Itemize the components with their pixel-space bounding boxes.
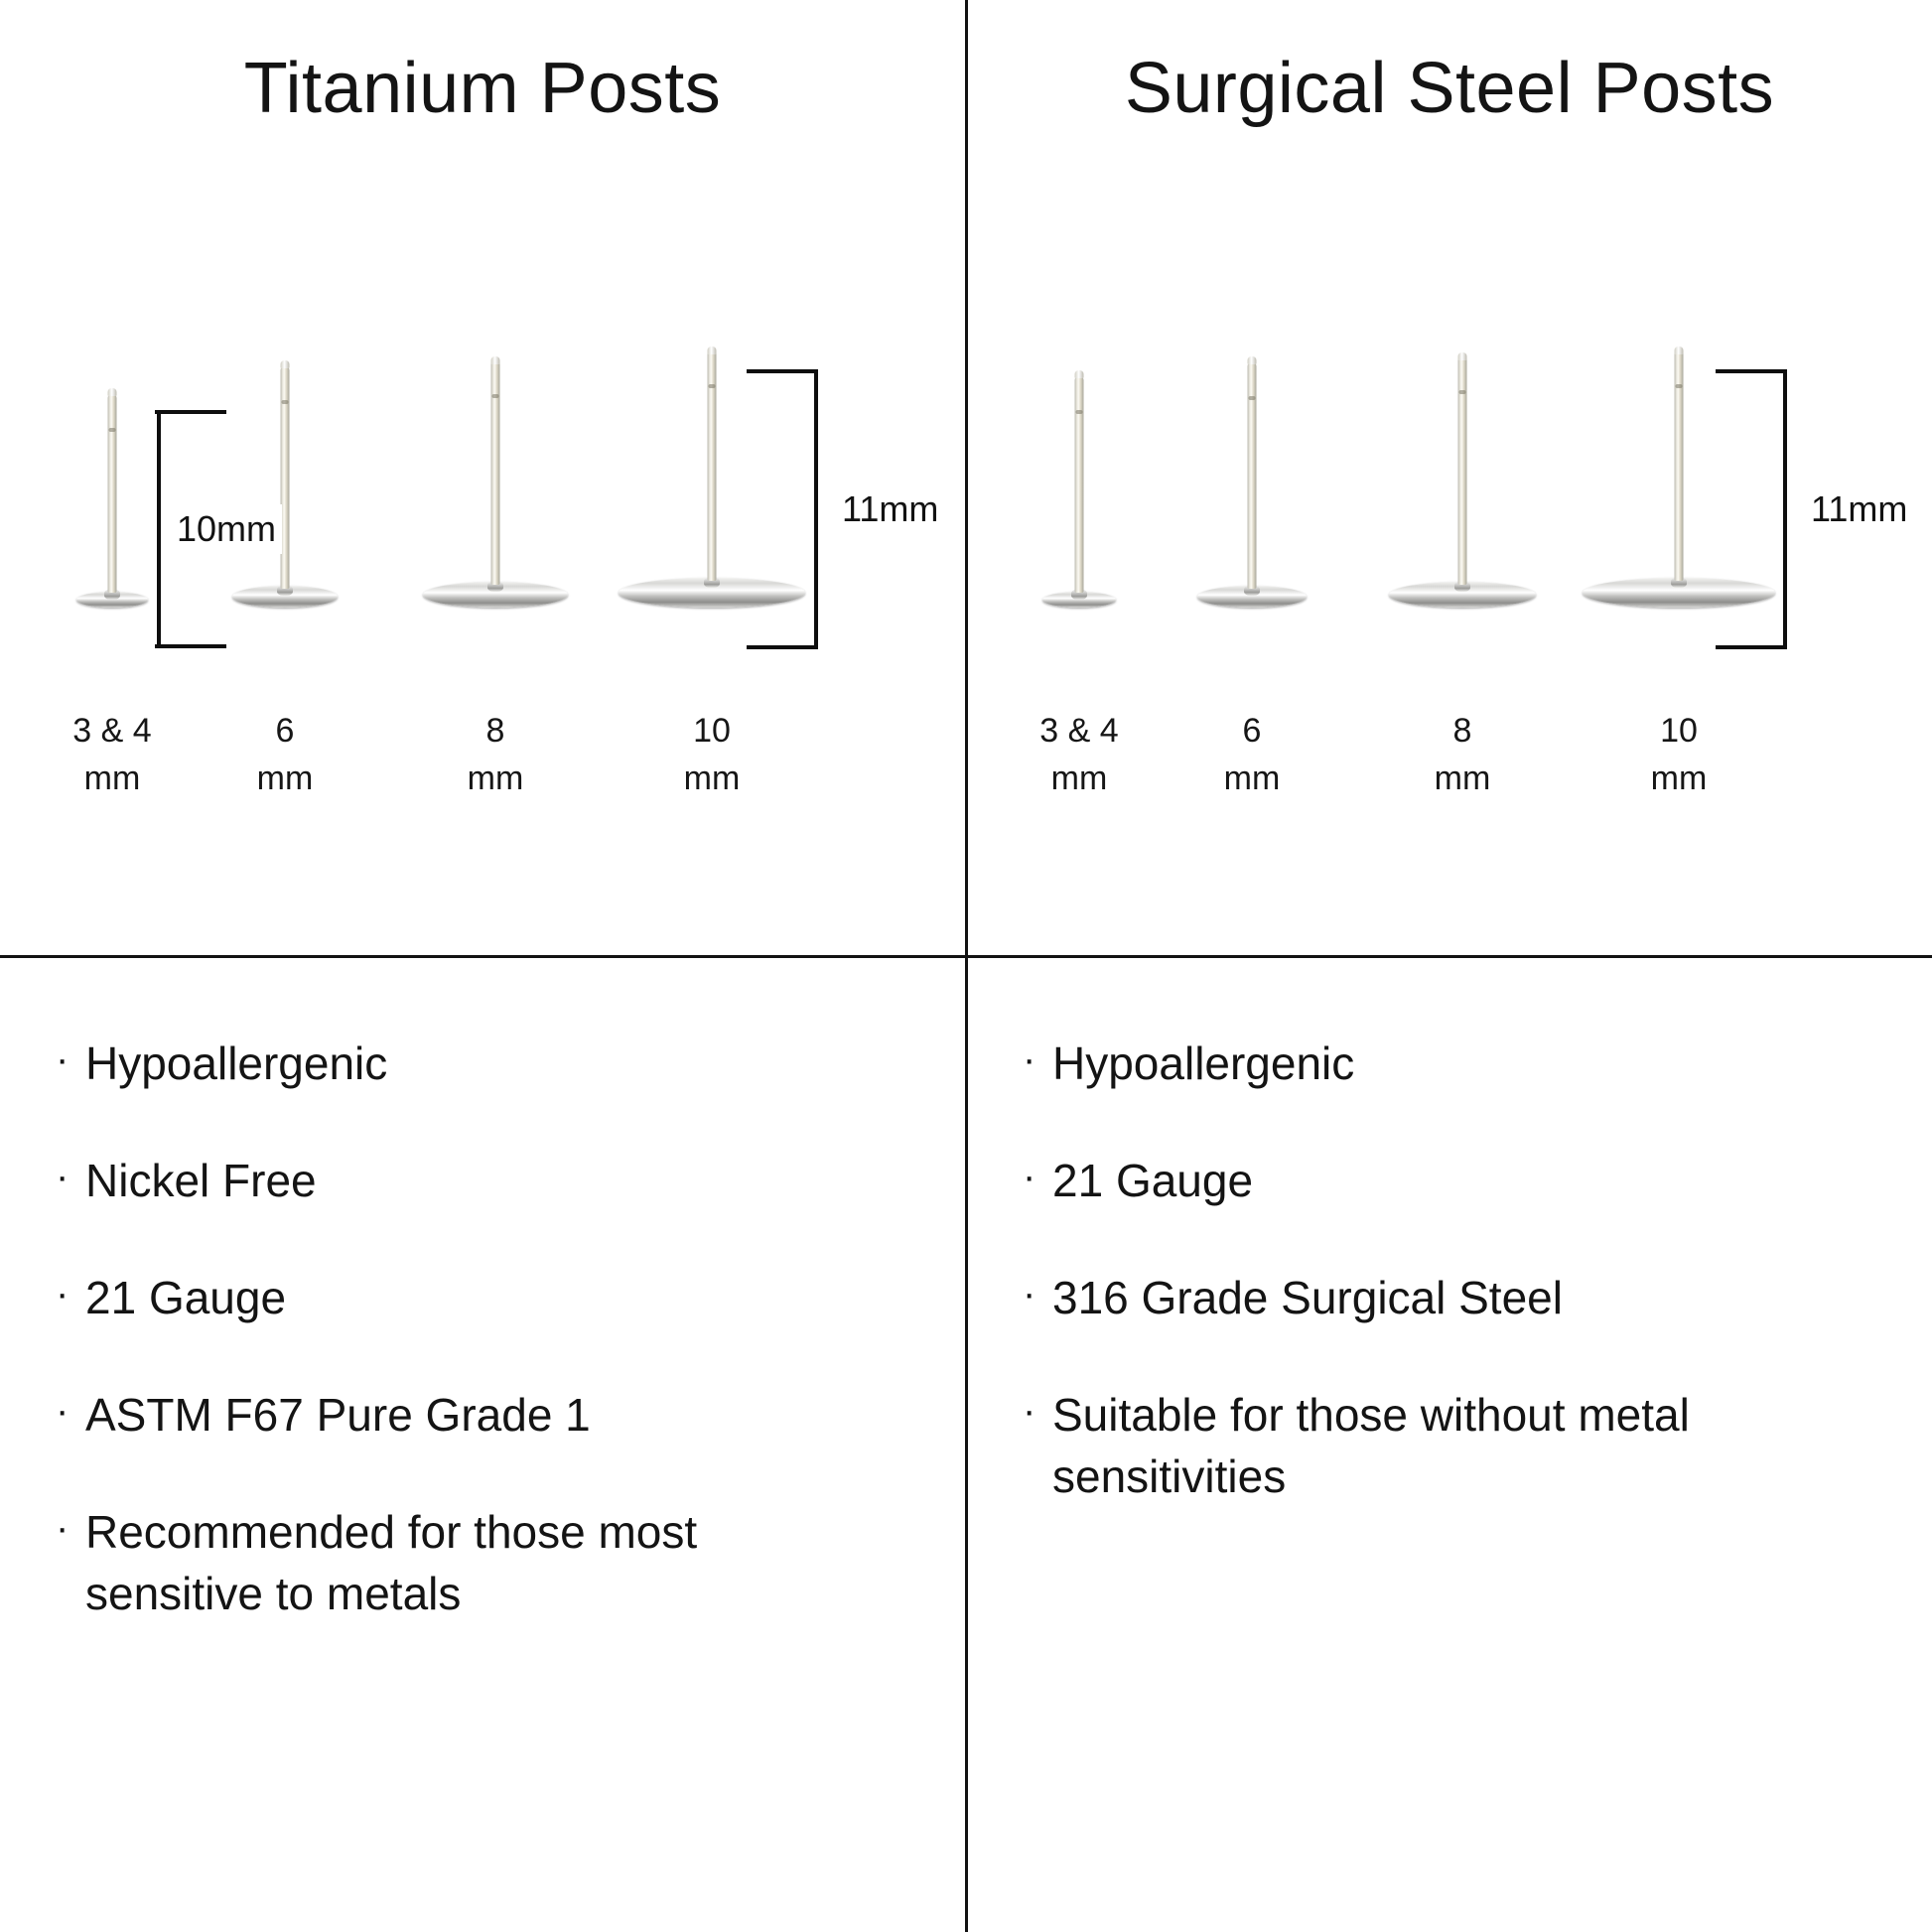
post-pin [1248,362,1257,589]
titanium-feature-list [56,1033,929,1681]
titanium-column [0,0,965,955]
bracket-tick-bottom [1716,645,1787,649]
bullet-dot-icon: · [1023,1389,1036,1434]
list-item [1023,1033,1896,1094]
bullet-dot-icon: · [56,1506,69,1551]
bracket-tick-top [1716,369,1787,373]
bullet-dot-icon: · [56,1272,69,1316]
steel-size-labels [967,707,1932,826]
size-label-10mm: 10 mm [1650,712,1708,797]
horizontal-divider [0,955,1932,958]
list-item [1023,1150,1896,1211]
post-pin-tip [1248,356,1257,364]
titanium-post-8mm [401,328,590,625]
measure-label-11mm: 11mm [836,484,944,534]
list-item-label: 21 Gauge [1052,1155,1254,1207]
bullet-dot-icon: · [56,1037,69,1081]
list-item-label: Suitable for those without metal sensitivities [1052,1389,1690,1503]
list-item-label: Hypoallergenic [1052,1037,1355,1089]
titanium-post-6mm [191,328,379,625]
steel-post-8mm [1368,328,1557,625]
list-item [56,1033,929,1094]
post-pin [708,350,717,581]
post-pin [1675,350,1684,581]
list-item-label: ASTM F67 Pure Grade 1 [85,1389,591,1442]
bracket-tick-bottom [747,645,818,649]
list-item [1023,1267,1896,1328]
bullet-dot-icon: · [56,1155,69,1199]
list-item-label: Recommended for those most sensitive to metals [85,1506,698,1620]
size-label-8mm: 8 mm [467,712,524,797]
bullet-dot-icon: · [1023,1037,1036,1081]
bullet-dot-icon: · [1023,1155,1036,1199]
post-pin [281,366,290,589]
list-item [56,1384,929,1446]
steel-post-6mm [1158,328,1346,625]
titanium-column-title: Titanium Posts [243,49,722,128]
size-label-10mm: 10 mm [683,712,741,797]
list-item [56,1501,929,1624]
post-pin [108,394,117,593]
list-item-label: 21 Gauge [85,1272,287,1324]
list-item-label: Hypoallergenic [85,1037,388,1089]
measure-label-11mm: 11mm [1805,484,1913,534]
list-item [1023,1384,1896,1507]
post-pin-tip [491,356,500,364]
post-pin [491,360,500,585]
post-pin-tip [281,360,290,368]
titanium-post-3-4mm [18,328,207,625]
post-pin-tip [708,346,717,354]
post-pin-tip [1075,370,1084,378]
post-pin [1458,356,1467,585]
list-item-label: Nickel Free [85,1155,317,1207]
list-item [56,1267,929,1328]
surgical-steel-posts-row [967,328,1932,625]
measure-label-10mm: 10mm [171,504,282,554]
post-pin-tip [108,388,117,396]
bracket-tick-top [155,410,226,414]
list-item-label: 316 Grade Surgical Steel [1052,1272,1563,1324]
size-label-3-4mm: 3 & 4 mm [72,712,152,797]
list-item [56,1150,929,1211]
size-label-3-4mm: 3 & 4 mm [1039,712,1119,797]
steel-post-3-4mm [985,328,1173,625]
post-pin-tip [1675,346,1684,354]
surgical-steel-column-title: Surgical Steel Posts [1124,49,1775,128]
titanium-size-labels [0,707,965,826]
titanium-posts-row [0,328,965,625]
post-pin-tip [1458,352,1467,360]
surgical-steel-feature-list [1023,1033,1896,1563]
bracket-tick-top [747,369,818,373]
surgical-steel-column [967,0,1932,955]
size-label-6mm: 6 mm [1223,712,1281,797]
size-label-8mm: 8 mm [1434,712,1491,797]
post-pin [1075,376,1084,593]
bracket-tick-bottom [155,644,226,648]
bullet-dot-icon: · [56,1389,69,1434]
size-label-6mm: 6 mm [256,712,314,797]
bullet-dot-icon: · [1023,1272,1036,1316]
